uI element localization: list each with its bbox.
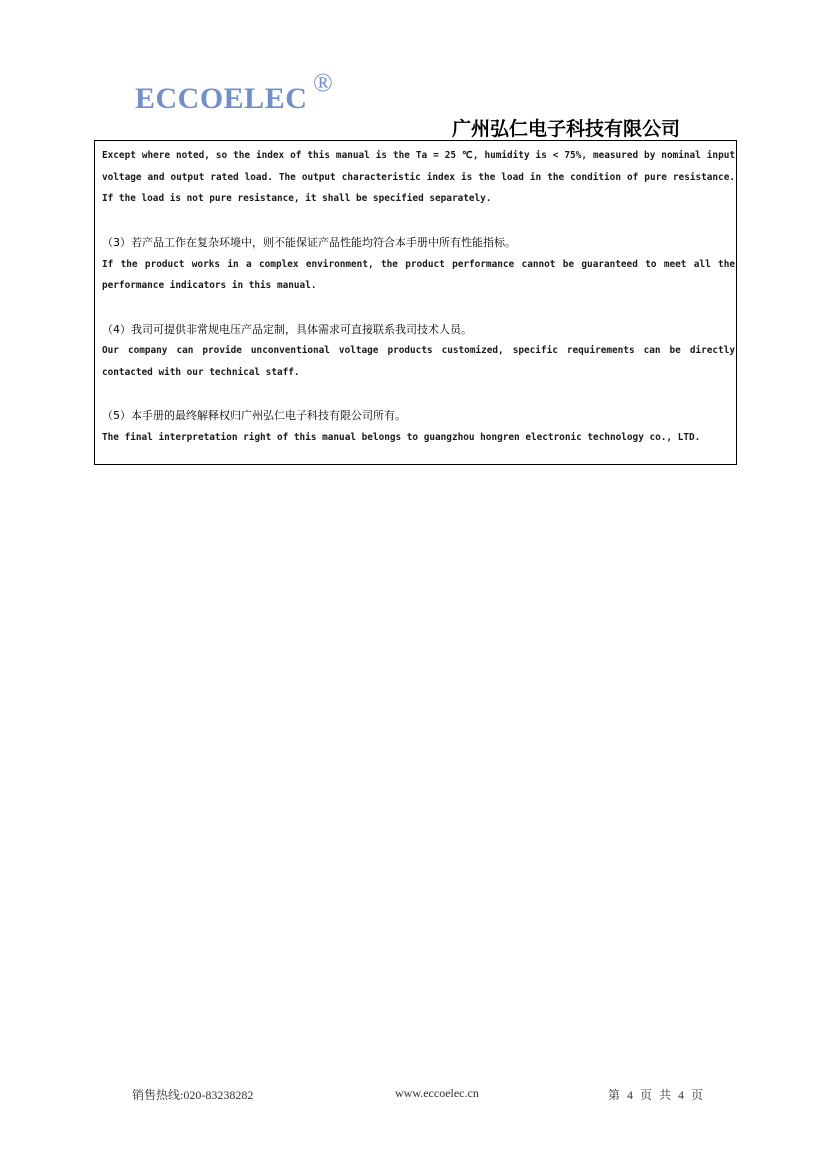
item-4-chinese: （4）我司可提供非常规电压产品定制，具体需求可直接联系我司技术人员。: [102, 322, 472, 336]
spacer: [102, 297, 735, 319]
item-3-chinese: （3）若产品工作在复杂环境中，则不能保证产品性能均符合本手册中所有性能指标。: [102, 235, 516, 249]
notes-box: [94, 140, 737, 465]
company-name: 广州弘仁电子科技有限公司: [452, 118, 681, 140]
test-conditions-note: Except where noted, so the index of this manual is the Ta = 25 ℃, humidity is < 75%, measured by nominal input voltage and output rated load. The output characteristic index is the load in the condition of pure resistance. If the load is not pure resistance, it shall be specified separately.: [102, 150, 735, 205]
page-number: 第 4 页 共 4 页: [608, 1088, 704, 1102]
logo-text: ECCOELEC: [135, 82, 308, 115]
spacer: [102, 210, 735, 232]
spacer: [102, 384, 735, 406]
item-3-english: If the product works in a complex environment, the product performance cannot be guaranteed to meet all the performance indicators in this manual.: [102, 258, 735, 292]
item-5-english: The final interpretation right of this manual belongs to guangzhou hongren electronic technology co., LTD.: [102, 432, 701, 444]
item-5-chinese: （5）本手册的最终解释权归广州弘仁电子科技有限公司所有。: [102, 409, 406, 423]
website-link[interactable]: www.eccoelec.cn: [395, 1086, 479, 1100]
sales-hotline: 销售热线:020-83238282: [132, 1088, 254, 1102]
company-logo: [135, 68, 334, 116]
registered-mark: ®: [313, 68, 334, 97]
item-4-english: Our company can provide unconventional voltage products customized, specific requirements can be directly contacted with our technical staff.: [102, 345, 735, 378]
